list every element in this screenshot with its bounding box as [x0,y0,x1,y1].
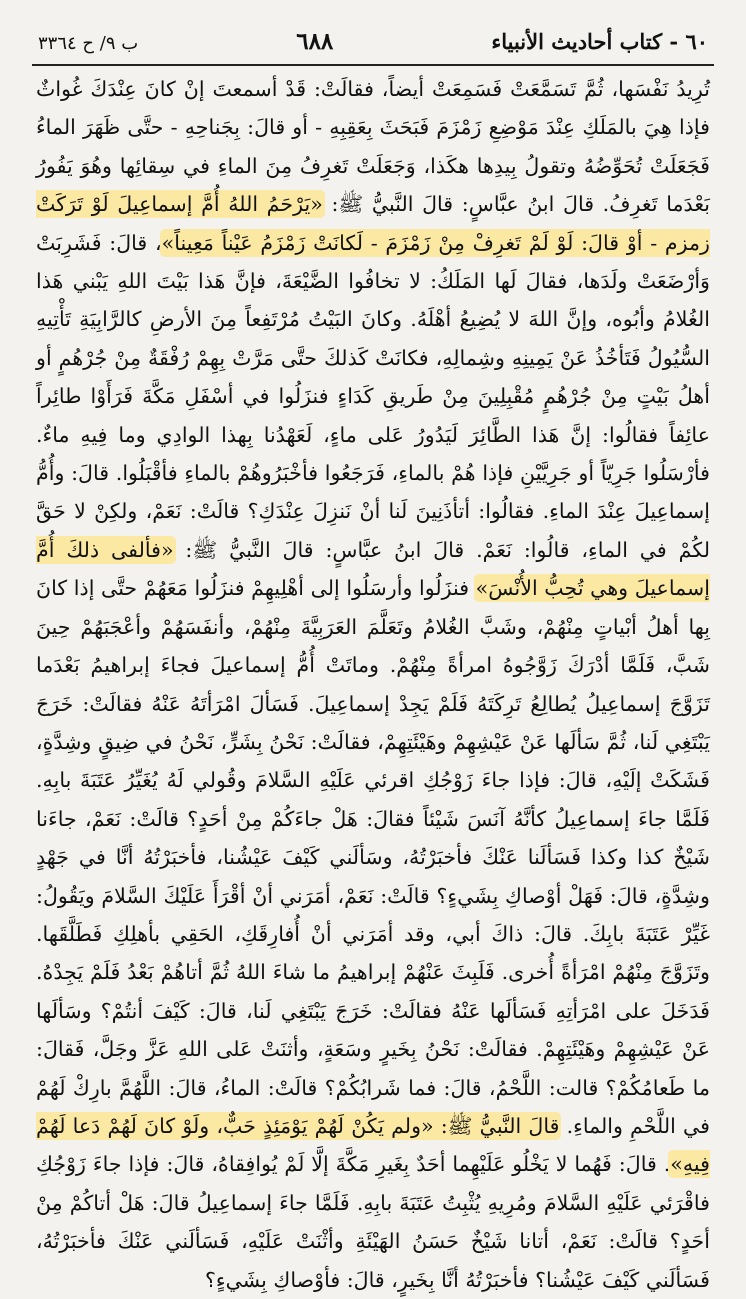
header-divider [32,64,714,66]
highlighted-quote: «فألفى ذلكَ أُمَّ إسماعيلَ وهي تُحِبُّ الأُنْسَ» [36,537,710,601]
highlighted-quote: قالَ النَّبيُّ ﷺ: «ولم يَكُنْ لَهُمْ يَوْمَئِذٍ حَبٌّ، ولَوْ كانَ لَهُمْ دَعا لَهُمْ فِيهِ» [36,1113,710,1177]
text-segment: ، قالَ: فَشَرِبَتْ وَأرْضَعَتْ ولَدَها، فقالَ لَها المَلَكُ: لا تخافُوا الضَّيْعَةَ، فإنَّ هَذا بَيْتَ اللهِ يَبْني هَذا الغُلامُ وأبُوه، وإنَّ اللهَ لا يُضِيعُ أهْلَهُ. وكانَ البَيْتُ مُرْتَفِعاً مِنَ الأرضِ كالرَّابِيَةِ تَأْتِيهِ السُّيُولُ فَتَأخُذُ عَنْ يَمِينِهِ وشِمالِهِ، فكانَتْ كَذلكَ حتَّى مَرَّتْ بِهِمْ رُفْقَةٌ مِنْ جُرْهُمٍ أو أهلُ بَيْتٍ مِنْ جُرْهُمٍ مُقْبِلِينَ مِنْ طَريقِ كَدَاءٍ فنزَلُوا في أسْفَلِ مَكَّةَ فَرَأَوْا طائِراً عائِفاً فقالُوا: إنَّ هَذا الطَّائِرَ لَيَدُورُ عَلى ماءٍ، لَعَهْدُنا بِهذا الوادِي وما فِيهِ ماءٌ. فأرْسَلُوا جَرِيّاً أو جَرِيَّيْنِ فإذا هُمْ بالماءِ، فَرَجَعُوا فأخْبَرُوهُمْ بالماءِ فأقْبَلُوا. قالَ: وأُمُّ إسماعِيلَ عِنْدَ الماءِ. فقالُوا: أتأذَنِينَ لَنا أنْ نَنزِلَ عِنْدَكِ؟ قالَتْ: نَعَمْ، ولكِنْ لا حَقَّ لكُمْ في الماءِ، قالُوا: نَعَمْ. قالَ ابنُ عبَّاسٍ: قالَ النَّبيُّ ﷺ: [36,230,710,562]
text-segment: تُرِيدُ نَفْسَها، ثُمَّ تَسَمَّعَتْ فَسَمِعَتْ أيضاً، فقالَتْ: قَدْ أسمعتَ إنْ كانَ عِنْدَكَ غُواثٌ فإذا هِيَ بالمَلَكِ عِنْدَ مَوْضِعِ زَمْزَمَ فَبَحَثَ بِعَقِبِهِ - أو قالَ: بِجَناحِهِ - حتَّى ظَهَرَ الماءُ فَجَعَلَتْ تُحَوِّضُهُ وتقولُ بِيدِها هكَذا، وَجَعَلَتْ تَغرِفُ مِنَ الماءِ في سِقائِها وهُوَ يَفُورُ بَعْدَما تَغرِفُ. قالَ ابنُ عبَّاسٍ: قالَ النَّبيُّ ﷺ: [36,77,710,217]
running-header [32,28,714,58]
chapter-reference: ب ٩/ ح ٣٣٦٤ [38,33,139,54]
book-title: ٦٠ - كتاب أحاديث الأنبياء [491,29,708,54]
text-segment: . قالَ: فَهُما لا يَخْلُو عَلَيْهِما أحَدٌ بِغَيرِ مَكَّةَ إلَّا لَمْ يُوافِقاهُ، قالَ: فإذا جاءَ زَوْجُكِ فاقْرَئي عَلَيْهِ السَّلامَ ومُرِيهِ يُثْبِتُ عَتَبَةَ بابِهِ. فَلَمَّا جاءَ إسماعِيلُ قالَ: هَلْ أتاكُمْ مِنْ أحَدٍ؟ قالَتْ: نَعَمْ، أتانا شَيْخٌ حَسَنُ الهَيْئَةِ وأثْنَتْ عَلَيْهِ، فَسَألَني عَنْكَ فأخبَرْتُهُ، فَسَألَني كَيْفَ عَيْشُنا؟ فأخبَرْتُهُ أنَّا بِخَيرٍ، قالَ: فأوْصاكِ بِشَيءٍ؟ [36,1152,710,1292]
text-segment: فنزَلُوا وأرسَلُوا إلى أهْلِيهِمْ فنزَلُوا مَعَهُمْ حتَّى إذا كانَ بِها أهلُ أبْياتٍ مِنْهُمْ، وشَبَّ الغُلامُ وتَعَلَّمَ العَرَبِيَّةَ مِنْهُمْ، وأنفَسَهُمْ وأعْجَبَهُمْ حِينَ شَبَّ، فَلَمَّا أدْرَكَ زَوَّجُوهُ امرأةً مِنْهُمْ. وماتَتْ أُمُّ إسماعيلَ فجاءَ إبراهيمُ بَعْدَما تَزَوَّجَ إسماعِيلُ يُطالِعُ تَرِكَتَهُ فَلَمْ يَجِدْ إسماعِيلَ. فَسَألَ امْرَأتَهُ عَنْهُ فقالَتْ: خَرَجَ يَبْتَغِي لَنا، ثُمَّ سَألَها عَنْ عَيْشِهِمْ وهَيْئَتِهِمْ، فقالَتْ: نَحْنُ بِشَرٍّ، نَحْنُ في ضِيقٍ وشِدَّةٍ، فَشَكَتْ إلَيْهِ، قالَ: فإذا جاءَ زَوْجُكِ اقرئي عَلَيْهِ السَّلامَ وقُولي لَهُ يُغَيِّرُ عَتَبَةَ بابِهِ. فَلَمَّا جاءَ إسماعِيلُ كأنَّهُ آنَسَ شَيْئاً فقالَ: هَلْ جاءَكُمْ مِنْ أحَدٍ؟ قالَتْ: نَعَمْ، جاءَنا شَيْخٌ كذا وكذا فَسَألَنا عَنْكَ فأخبَرْتُهُ، وسَألَني كَيْفَ عَيْشُنا، فأخبَرْتُهُ أنَّا في جَهْدٍ وشِدَّةٍ، قالَ: فَهَلْ أوْصاكِ بِشَيءٍ؟ قالَتْ: نَعَمْ، أمَرَني أنْ أقْرَأَ عَلَيْكَ السَّلامَ ويَقُولُ: غَيِّرْ عَتَبَةَ بابِكَ. قالَ: ذاكَ أبي، وقد أمَرَني أنْ أُفارِقَكِ، الحَقِي بأهلِكِ فَطَلَّقَها. وتَزَوَّجَ مِنْهُمْ امْرَأةً أُخرى. فَلَبِثَ عَنْهُمْ إبراهيمُ ما شاءَ اللهُ ثُمَّ أتاهُمْ بَعْدُ فَلَمْ يَجِدْهُ. فَدَخَلَ على امْرَأتِهِ فَسَألَها عَنْهُ فقالَتْ: خَرَجَ يَبْتَغِي لَنا، قالَ: كَيْفَ أنتُمْ؟ وسَألَها عَنْ عَيْشِهِمْ وهَيْئَتِهِمْ. فقالَتْ: نَحْنُ بِخَيرٍ وسَعَةٍ، وأثنَتْ عَلى اللهِ عَزَّ وجَلَّ، فَقالَ: ما طَعامُكُمْ؟ قالت: اللَّحْمُ، قالَ: فما شَرابُكُمْ؟ قالَتْ: الماءُ، قالَ: اللَّهُمَّ بارِكْ لَهُمْ في اللَّحْمِ والماءِ. [36,576,710,1138]
hadith-text [32,70,714,1299]
highlighted-quote: «يَرْحَمُ اللهُ أُمَّ إسماعِيلَ لَوْ تَرَكَتْ زمزم - أوْ قالَ: لَوْ لَمْ تَغرِفْ مِنْ زَمْزَمَ - لَكانَتْ زَمْزَمُ عَيْناً مَعِيناً» [36,192,710,255]
page-number: ٦٨٨ [296,28,334,55]
